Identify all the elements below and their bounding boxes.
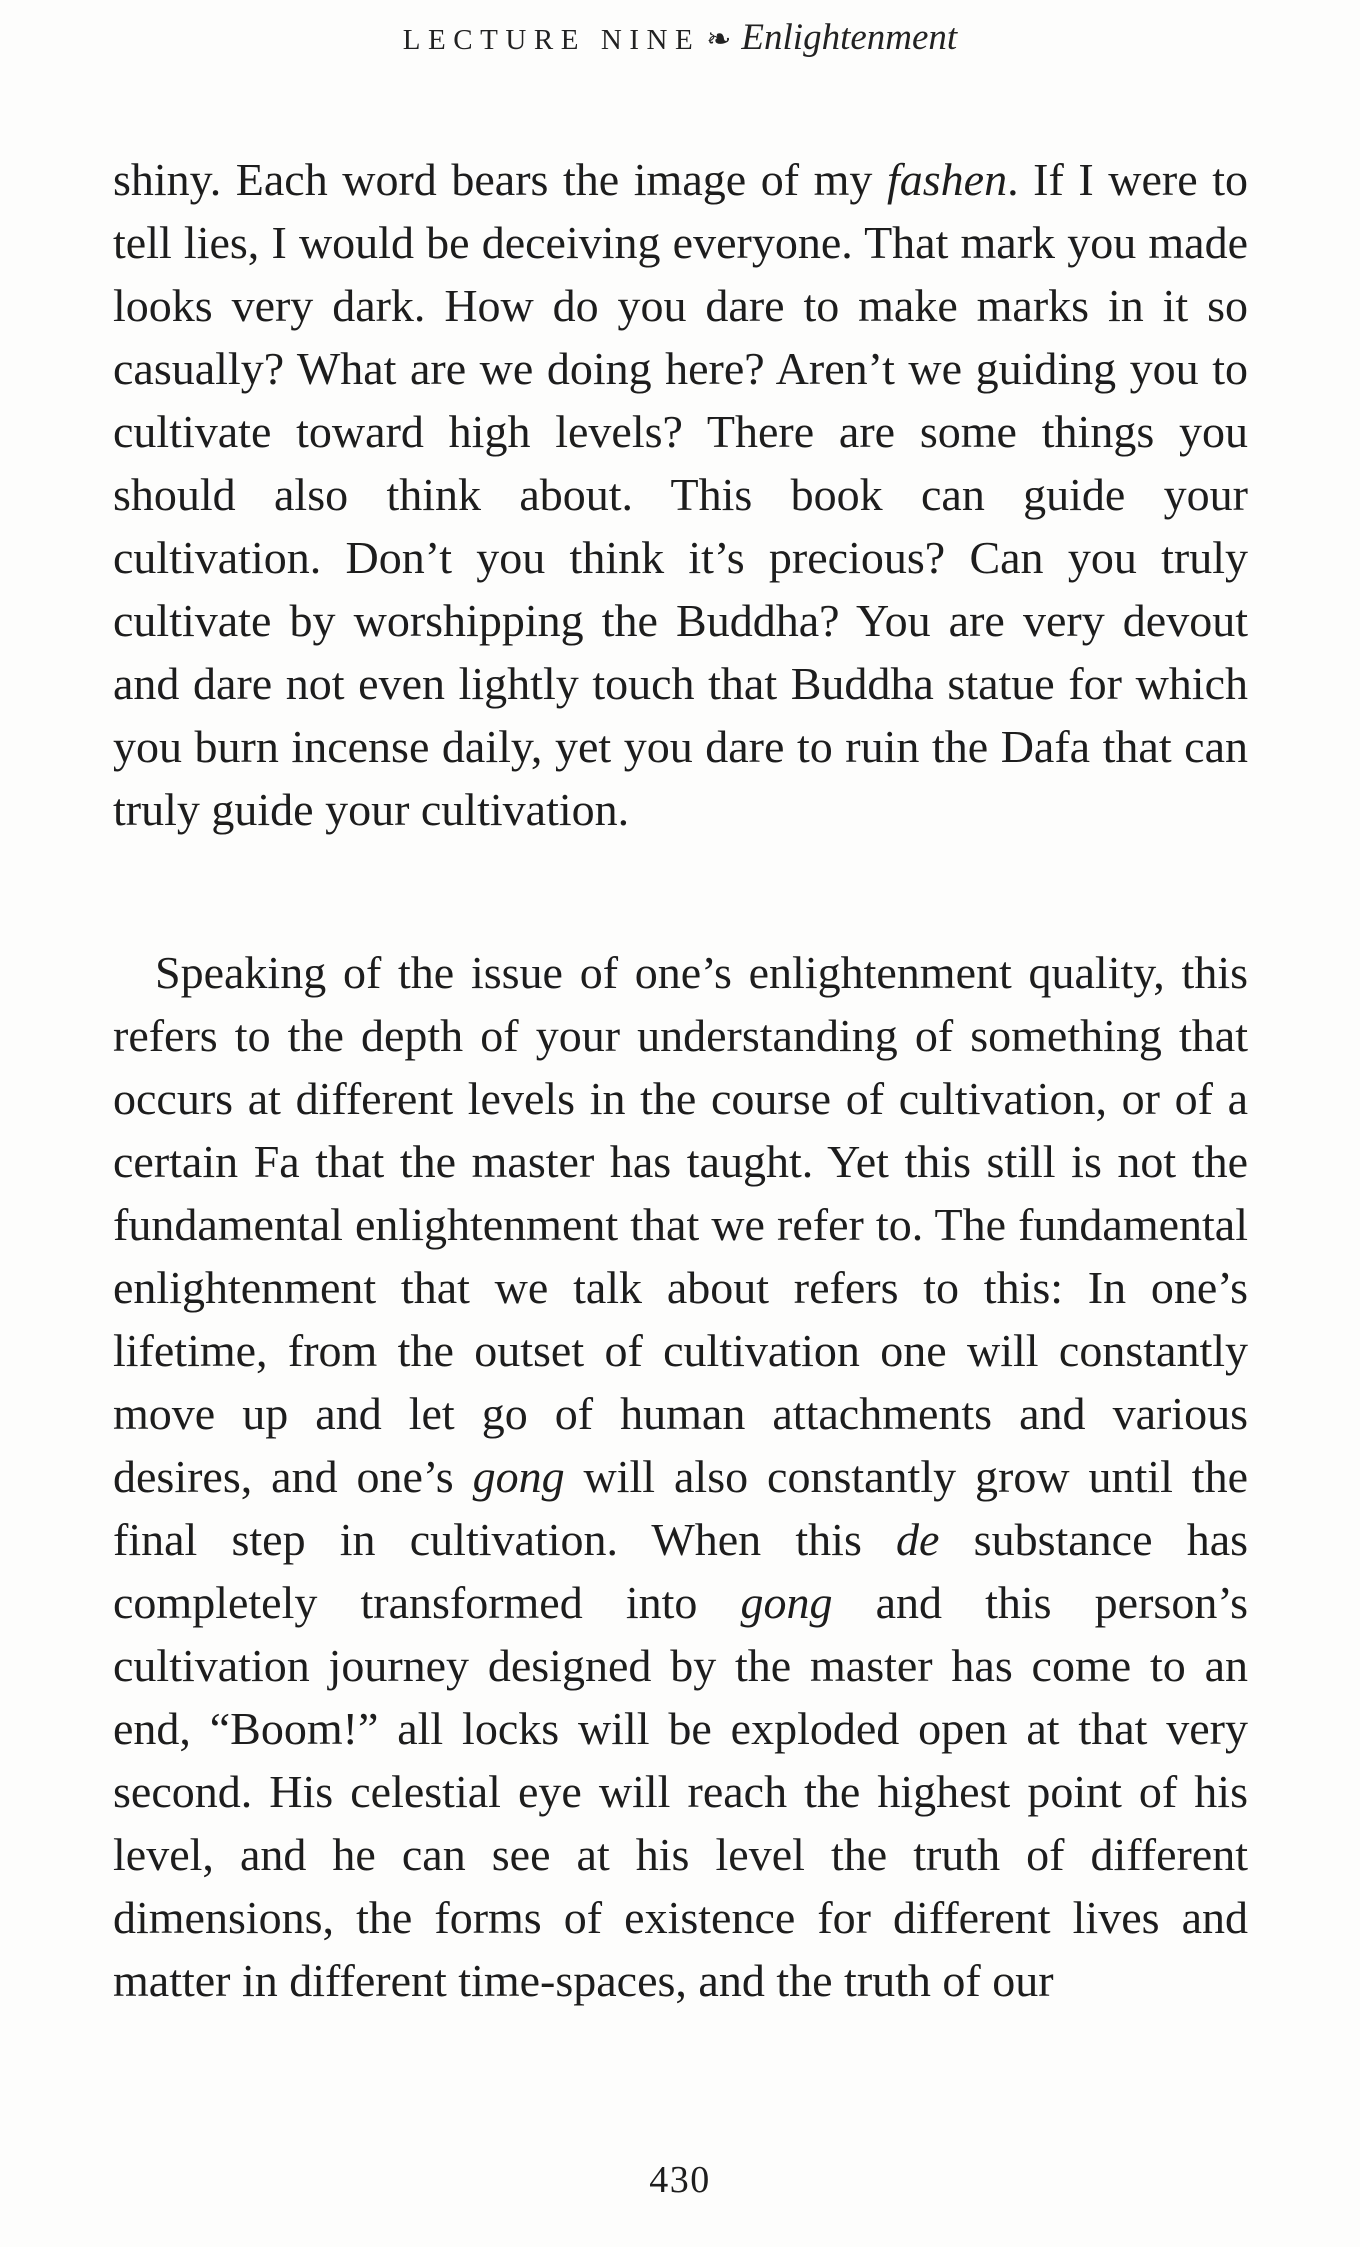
fleuron-icon: ❧ — [706, 23, 732, 56]
text-run: substance has completely transformed into — [113, 1514, 1249, 1628]
text-run: . If I were to tell lies, I would be deceiving everyone. That mark you made looks very dark. How do you dare to make marks in it so casually? What are we doing here? Aren’t we guiding you to cultivate toward high levels? There are some things you should also think about. This book can guide your cultivation. Don’t you think it’s precious? Can you truly cultivate by worshipping the Buddha? You are very devout and dare not even lightly touch that Buddha statue for which you burn incense daily, yet you dare to ruin the Dafa that can truly guide your cultivation. — [113, 154, 1248, 835]
body-text — [113, 148, 1248, 2012]
text-run: and this person’s cultivation journey designed by the master has come to an end, “Boom!” all locks will be exploded open at that very second. His celestial eye will reach the highest point of his level, and he can see at his level the truth of different dimensions, the forms of existence for different lives and matter in different time-spaces, and the truth of our — [113, 1577, 1249, 2006]
paragraph — [113, 148, 1248, 841]
italic-term: gong — [472, 1451, 565, 1502]
italic-term: fashen — [886, 154, 1008, 205]
running-header — [0, 16, 1360, 59]
chapter-title: Enlightenment — [741, 17, 958, 58]
page-number: 430 — [649, 2159, 711, 2201]
italic-term: de — [896, 1514, 940, 1565]
text-run: shiny. Each word bears the image of my — [113, 154, 887, 205]
text-run: Speaking of the issue of one’s enlightenment quality, this refers to the depth of your understanding of something that occurs at different levels in the course of cultivation, or of a certain Fa that the master has taught. Yet this still is not the fundamental enlightenment that we refer to. The fundamental enlightenment that we talk about refers to this: In one’s lifetime, from the outset of cultivation one will constantly move up and let go of human attachments and various desires, and one’s — [113, 947, 1248, 1502]
text-run: will also constantly grow until the final step in cultivation. When this — [113, 1451, 1248, 1565]
paragraph — [113, 941, 1248, 2012]
page-footer — [0, 2158, 1360, 2202]
italic-term: gong — [740, 1577, 833, 1628]
lecture-label: LECTURE NINE — [402, 24, 701, 56]
